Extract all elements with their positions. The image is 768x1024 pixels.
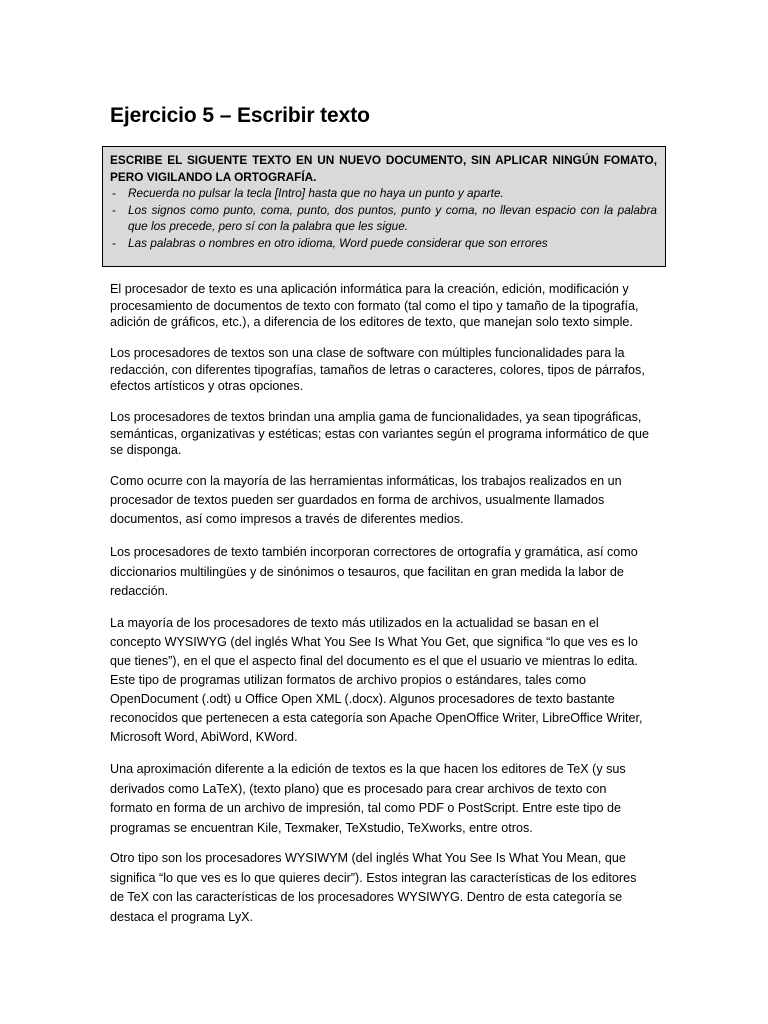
paragraph-tex: Una aproximación diferente a la edición de textos es la que hacen los editores de TeX (y sus derivados como LaTeX), (texto plano) que es procesado para crear archivos de texto con formato en forma de un archivo de impresión, tal como PDF o PostScript. Entre este tipo de programas se encuentran Kile, Texmaker, TeXstudio, TeXworks, entre otros. [110, 762, 626, 835]
instruction-item [110, 235, 657, 252]
instruction-bullet: - [112, 202, 116, 217]
paragraph-wysiwyg: La mayoría de los procesadores de texto más utilizados en la actualidad se basan en el concepto WYSIWYG (del inglés What You See Is What You Get, que significa “lo que ves es lo que tienes”), en el que el aspecto final del documento es el que el usuario ve mientras lo edita. Este tipo de programas utilizan formatos de archivo propios o estándares, tales como OpenDocument (.odt) u Office Open XML (.docx). Algunos procesadores de texto bastante reconocidos que pertenecen a esta categoría son Apache OpenOffice Writer, LibreOffice Writer, Microsoft Word, AbiWord, KWord. [110, 616, 643, 744]
instruction-box [102, 146, 666, 267]
paragraph-archivos: Como ocurre con la mayoría de las herramientas informáticas, los trabajos realizados en un procesador de textos pueden ser guardados en forma de archivos, usualmente llamados documentos, así como impresos a través de diferentes medios. [110, 474, 622, 526]
instruction-list [110, 185, 657, 251]
instruction-item-text: Los signos como punto, coma, punto, dos puntos, punto y coma, no llevan espacio con la palabra que los precede, pero sí con la palabra que les sigue. [128, 202, 657, 233]
instruction-bullet: - [112, 235, 116, 250]
instruction-item [110, 185, 657, 202]
paragraph-gama-funcionalidades: Los procesadores de textos brindan una amplia gama de funcionalidades, ya sean tipográficas, semánticas, organizativas y estéticas; estas con variantes según el programa informático de que se disponga. [110, 410, 650, 457]
instruction-item-text: Las palabras o nombres en otro idioma, Word puede considerar que son errores [128, 235, 548, 250]
document-title: Ejercicio 5 – Escribir texto [110, 104, 370, 127]
paragraph-correctores: Los procesadores de texto también incorporan correctores de ortografía y gramática, así como diccionarios multilingües y de sinónimos o tesauros, que facilitan en gran medida la labor de redacción. [110, 545, 638, 598]
paragraph-procesador-definicion: El procesador de texto es una aplicación informática para la creación, edición, modificación y procesamiento de documentos de texto con formato (tal como el tipo y tamaño de la tipografía, adición de gráficos, etc.), a diferencia de los editores de texto, que manejan solo texto simple. [110, 282, 639, 329]
instruction-item-text: Recuerda no pulsar la tecla [Intro] hasta que no haya un punto y aparte. [128, 186, 504, 200]
paragraph-funcionalidades: Los procesadores de textos son una clase de software con múltiples funcionalidades para la redacción, con diferentes tipografías, tamaños de letras o caracteres, colores, tipos de párrafos, efectos artísticos y otras opciones. [110, 346, 645, 393]
paragraph-wysiwym: Otro tipo son los procesadores WYSIWYM (del inglés What You See Is What You Mean, que significa “lo que ves es lo que quieres decir”). Estos integran las características de los editores de TeX con las características de los procesadores WYSIWYG. Dentro de esta categoría se destaca el programa LyX. [110, 851, 637, 924]
instruction-item [110, 202, 657, 235]
instruction-heading: ESCRIBE EL SIGUENTE TEXTO EN UN NUEVO DOCUMENTO, SIN APLICAR NINGÚN FOMATO, PERO VIGILANDO LA ORTOGRAFÍA. [110, 153, 657, 184]
instruction-bullet: - [112, 186, 116, 200]
